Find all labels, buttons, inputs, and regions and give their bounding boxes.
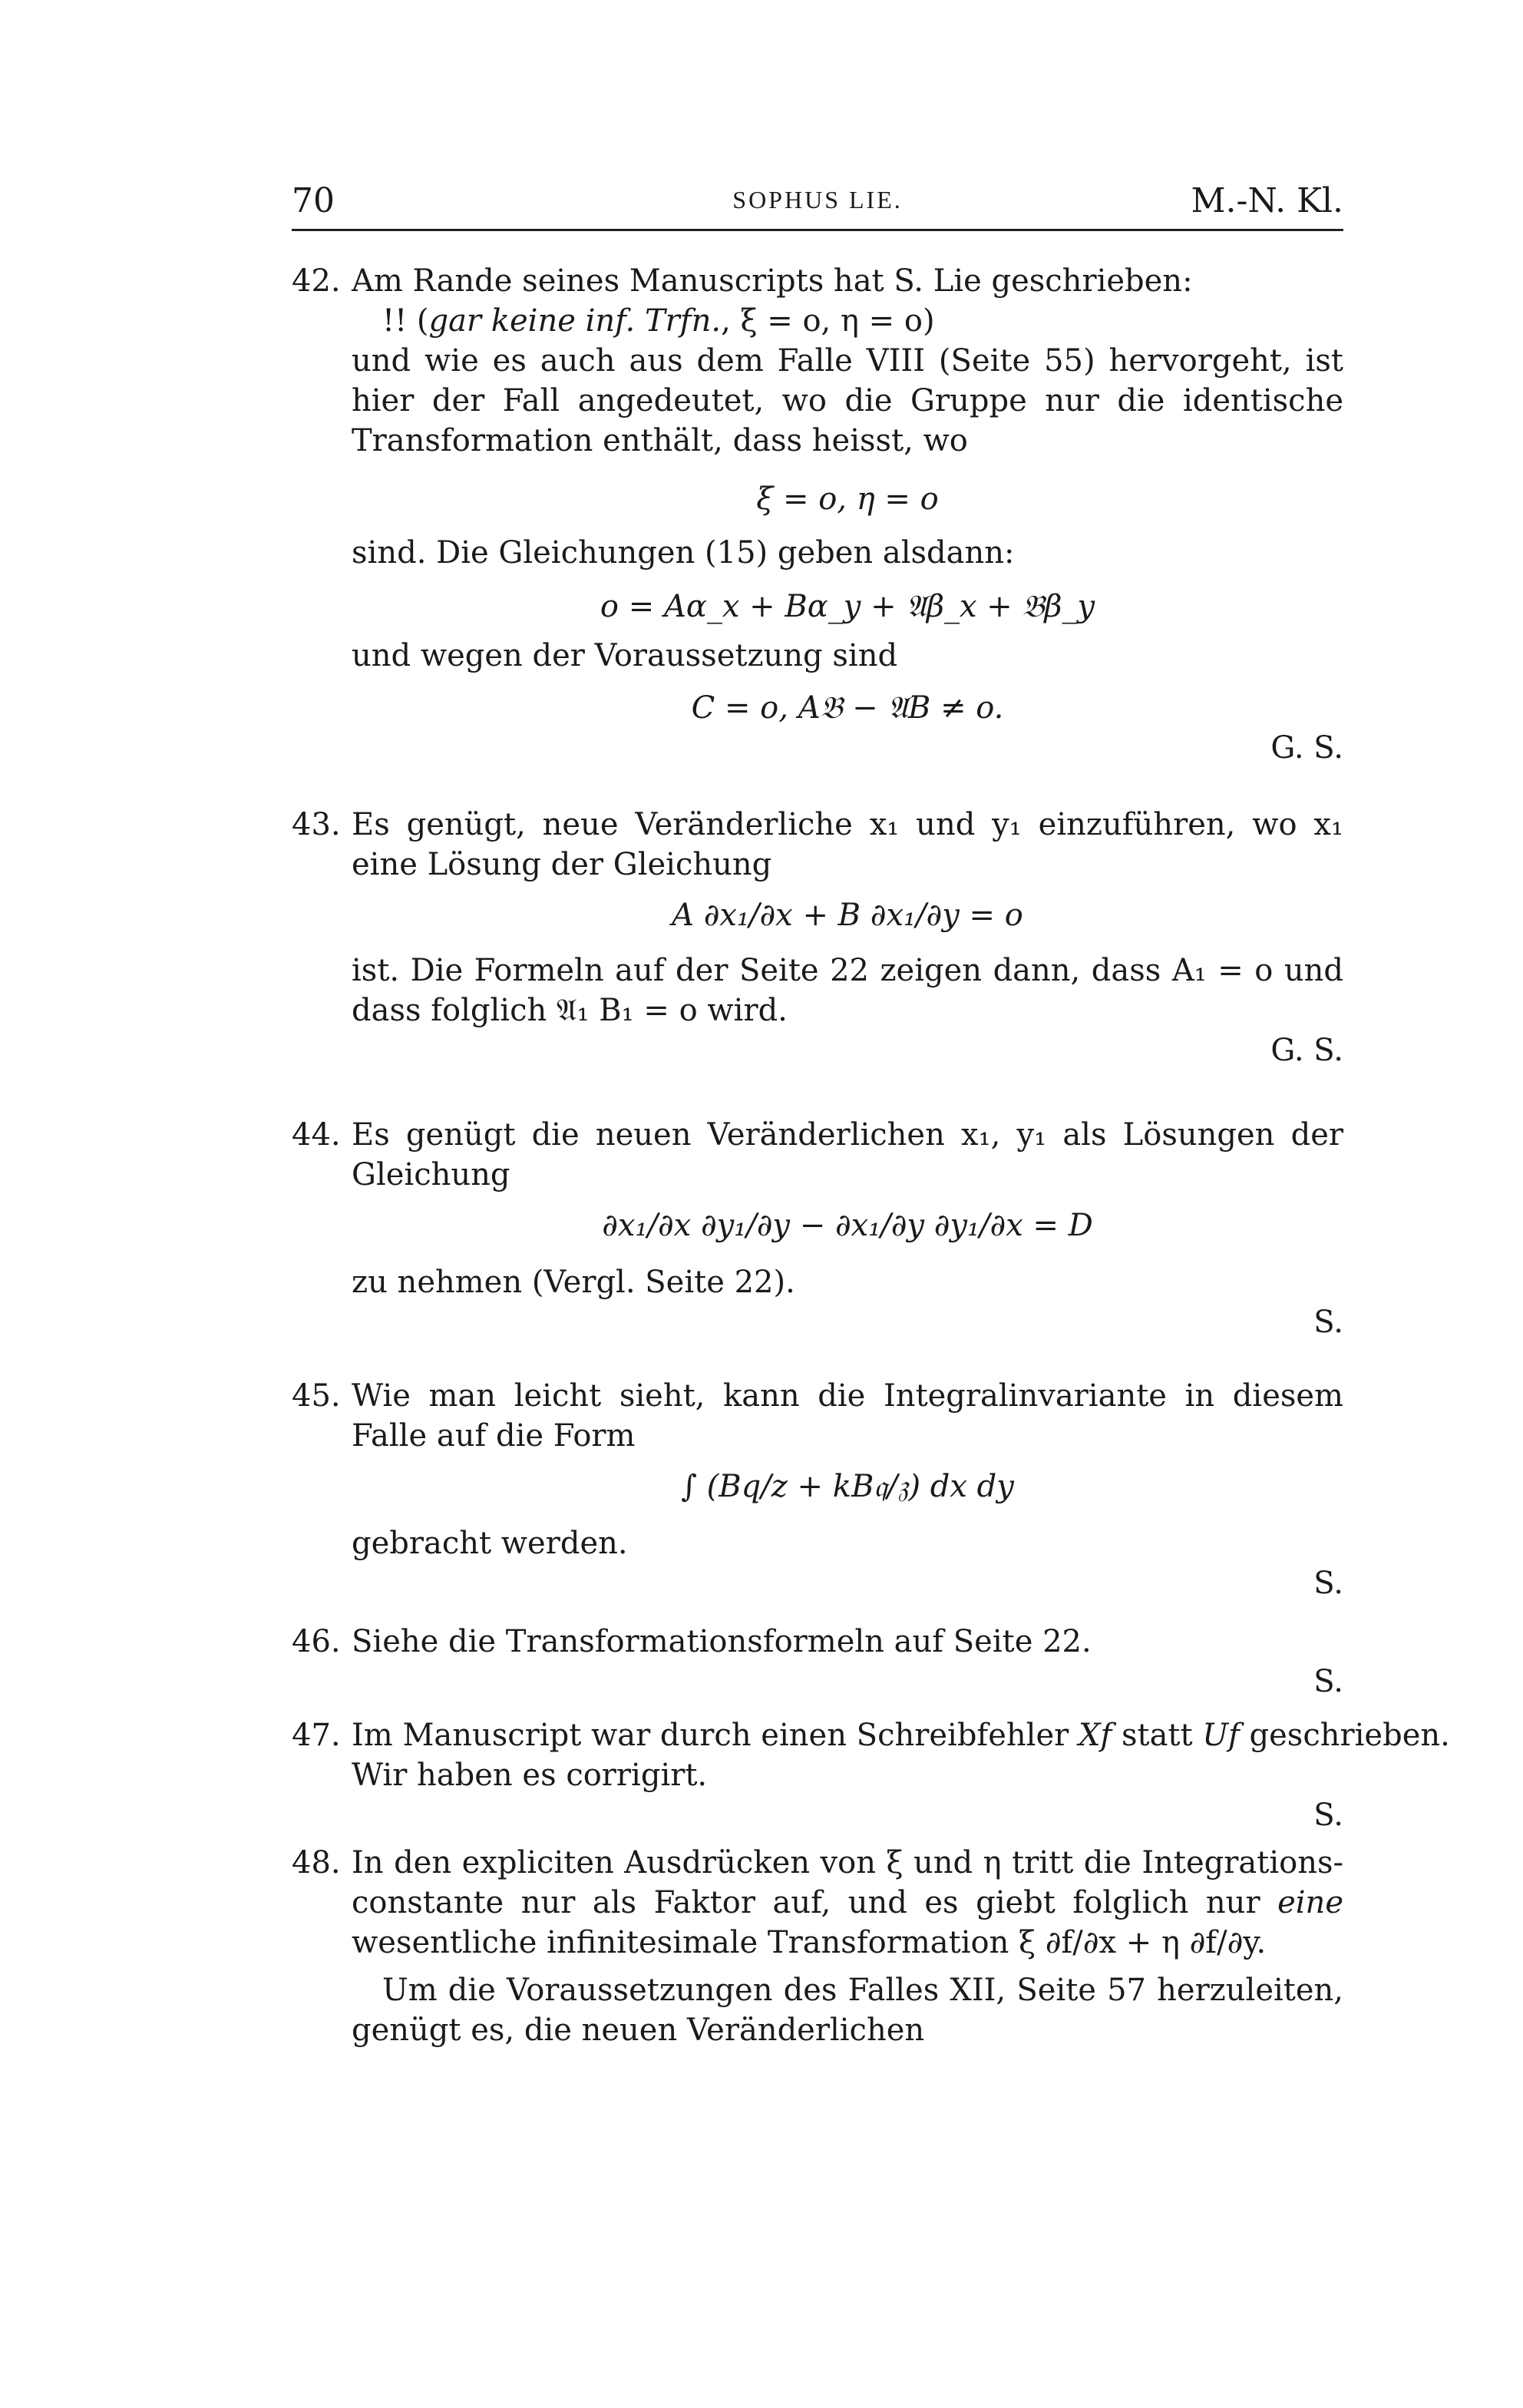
note-text: und wie es auch aus dem Falle VIII (Seite 55) hervorgeht, ist hier der Fall angedeutet, wo die Gruppe nur die identische Transformation enthält, dass heisst, wo [352, 343, 1343, 458]
signature: S. [1313, 1798, 1343, 1833]
note-text: Am Rande seines Manuscripts hat S. Lie geschrieben: [352, 263, 1193, 299]
note-text: und wegen der Voraussetzung sind [352, 638, 898, 673]
running-title: SOPHUS LIE. [732, 186, 903, 213]
note-text: Siehe die Transformationsformeln auf Seite 22. [352, 1624, 1092, 1659]
note-text: Im Manuscript war durch einen Schreibfehler Xf statt Uf geschrieben. [352, 1718, 1450, 1753]
note-text: zu nehmen (Vergl. Seite 22). [352, 1265, 795, 1300]
page-number: 70 [292, 181, 335, 220]
note-number: 43. [292, 807, 341, 842]
note-44 [292, 1115, 1343, 1342]
signature: G. S. [1270, 1033, 1343, 1068]
signature: G. S. [1270, 730, 1343, 766]
header-rule [292, 229, 1343, 231]
equation: A ∂x₁/∂x + B ∂x₁/∂y = o [672, 898, 1023, 933]
note-number: 42. [292, 263, 341, 299]
note-number: 45. [292, 1378, 341, 1414]
equation: o = Aα_x + Bα_y + 𝔄β_x + 𝔅β_y [600, 589, 1095, 624]
lie-quote: !! (gar keine inf. Trfn., ξ = o, η = o) [382, 303, 935, 339]
note-47 [292, 1715, 1450, 1835]
note-text: Es genügt die neuen Veränderlichen x₁, y₁ als Lösungen der Gleichung [352, 1117, 1343, 1192]
note-43 [292, 805, 1343, 1070]
signature: S. [1313, 1664, 1343, 1699]
note-46 [292, 1622, 1343, 1702]
note-text: Wir haben es corrigirt. [352, 1758, 708, 1793]
note-text: In den expliciten Ausdrücken von ξ und η tritt die Integrations-constante nur als Faktor auf, und es giebt folglich nur eine wesentliche infinitesimale Transformation ξ ∂f/∂x + η ∂f/∂y. [352, 1845, 1343, 1960]
note-text: Um die Voraussetzungen des Falles XII, Seite 57 herzuleiten, genügt es, die neuen Veränderlichen [352, 1973, 1343, 2048]
signature: S. [1313, 1305, 1343, 1340]
equation: C = o, A𝔅 − 𝔄B ≠ o. [691, 690, 1004, 726]
note-45 [292, 1376, 1343, 1603]
running-header [292, 181, 1343, 229]
note-text: Es genügt, neue Veränderliche x₁ und y₁ einzuführen, wo x₁ eine Lösung der Gleichung [352, 807, 1343, 882]
equation: ξ = o, η = o [756, 481, 939, 517]
note-text: ist. Die Formeln auf der Seite 22 zeigen dann, dass A₁ = o und dass folglich 𝔄₁ B₁ = o wird. [352, 953, 1343, 1028]
signature: S. [1313, 1566, 1343, 1601]
note-number: 48. [292, 1845, 341, 1880]
note-number: 44. [292, 1117, 341, 1153]
note-48 [292, 1843, 1343, 2050]
note-text: sind. Die Gleichungen (15) geben alsdann: [352, 535, 1015, 571]
note-42 [292, 261, 1343, 768]
note-number: 46. [292, 1624, 341, 1659]
equation: ∫ (Bq/z + kB𝔮/𝔷) dx dy [681, 1469, 1014, 1504]
note-text: gebracht werden. [352, 1526, 628, 1561]
note-number: 47. [292, 1718, 341, 1753]
class-label: M.-N. Kl. [1191, 181, 1343, 220]
note-text: Wie man leicht sieht, kann die Integralinvariante in diesem Falle auf die Form [352, 1378, 1343, 1454]
equation: ∂x₁/∂x ∂y₁/∂y − ∂x₁/∂y ∂y₁/∂x = D [602, 1208, 1093, 1243]
